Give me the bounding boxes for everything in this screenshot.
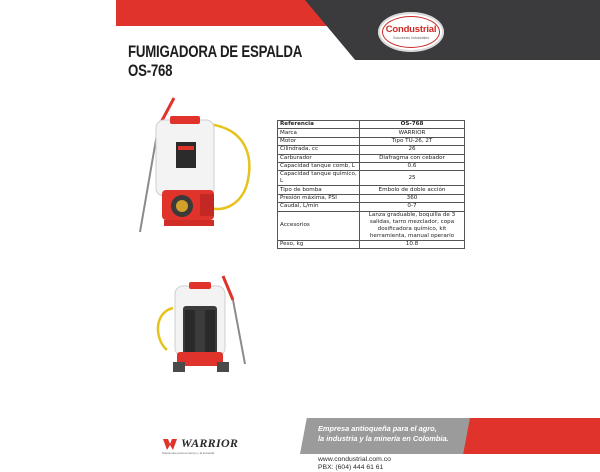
spec-value: 0-7 — [360, 203, 465, 211]
spec-value: WARRIOR — [360, 129, 465, 137]
spec-label: Carburador — [278, 154, 360, 162]
spec-value: Diafragma con cebador — [360, 154, 465, 162]
page-title — [128, 42, 302, 80]
spec-label: Capacidad tanque químico, L — [278, 171, 360, 186]
table-row — [278, 203, 465, 211]
table-row — [278, 146, 465, 154]
website-link[interactable]: www.condustrial.com.co — [318, 456, 391, 463]
table-row — [278, 162, 465, 170]
header-dark-band — [305, 0, 600, 60]
table-row — [278, 186, 465, 194]
warrior-emblem-icon — [162, 437, 178, 451]
table-row — [278, 121, 465, 129]
table-row — [278, 194, 465, 202]
phone-number: PBX: (604) 444 61 61 — [318, 464, 384, 471]
spec-table — [277, 120, 465, 249]
title-line-1: FUMIGADORA DE ESPALDA — [128, 42, 303, 61]
sprayer-back-image — [145, 268, 265, 383]
warrior-tagline: Soluciones para el campo y la industria — [162, 451, 215, 455]
spec-value: 10.8 — [360, 240, 465, 248]
spec-label: Motor — [278, 137, 360, 145]
spec-value: OS-768 — [360, 121, 465, 129]
spec-value: Lanza graduable, boquilla de 3 salidas, tarro mezclador, copa dosificadora químico, kit herramienta, manual operario — [360, 211, 465, 240]
table-row — [278, 211, 465, 240]
spec-label: Tipo de bomba — [278, 186, 360, 194]
spec-value: 25 — [360, 171, 465, 186]
footer-slogan — [318, 424, 449, 443]
spec-value: Tipo TU-26, 2T — [360, 137, 465, 145]
spec-label: Presión máxima, PSI — [278, 194, 360, 202]
title-line-2: OS-768 — [128, 61, 173, 80]
spec-label: Marca — [278, 129, 360, 137]
table-row — [278, 240, 465, 248]
table-row — [278, 154, 465, 162]
spec-label: Peso, kg — [278, 240, 360, 248]
spec-label: Caudal, L/min — [278, 203, 360, 211]
slogan-line-2: la industria y la minería en Colombia. — [318, 433, 449, 443]
spec-label: Referencia — [278, 121, 360, 129]
sprayer-front-image — [118, 90, 278, 250]
spec-value: Embolo de doble acción — [360, 186, 465, 194]
spec-value: 0.6 — [360, 162, 465, 170]
table-row — [278, 137, 465, 145]
condustrial-logo[interactable] — [378, 12, 444, 52]
spec-value: 360 — [360, 194, 465, 202]
spec-value: 26 — [360, 146, 465, 154]
spec-label: Cilindrada, cc — [278, 146, 360, 154]
brand-name: Condustrial — [385, 24, 437, 35]
spec-label: Capacidad tanque comb, L — [278, 162, 360, 170]
warrior-wordmark: WARRIOR — [181, 436, 239, 450]
warrior-logo — [162, 436, 238, 451]
table-row — [278, 129, 465, 137]
brand-tagline: Soluciones Industriales — [393, 36, 429, 40]
slogan-line-1: Empresa antioqueña para el agro, — [318, 424, 437, 433]
spec-label: Accesorios — [278, 211, 360, 240]
table-row — [278, 171, 465, 186]
